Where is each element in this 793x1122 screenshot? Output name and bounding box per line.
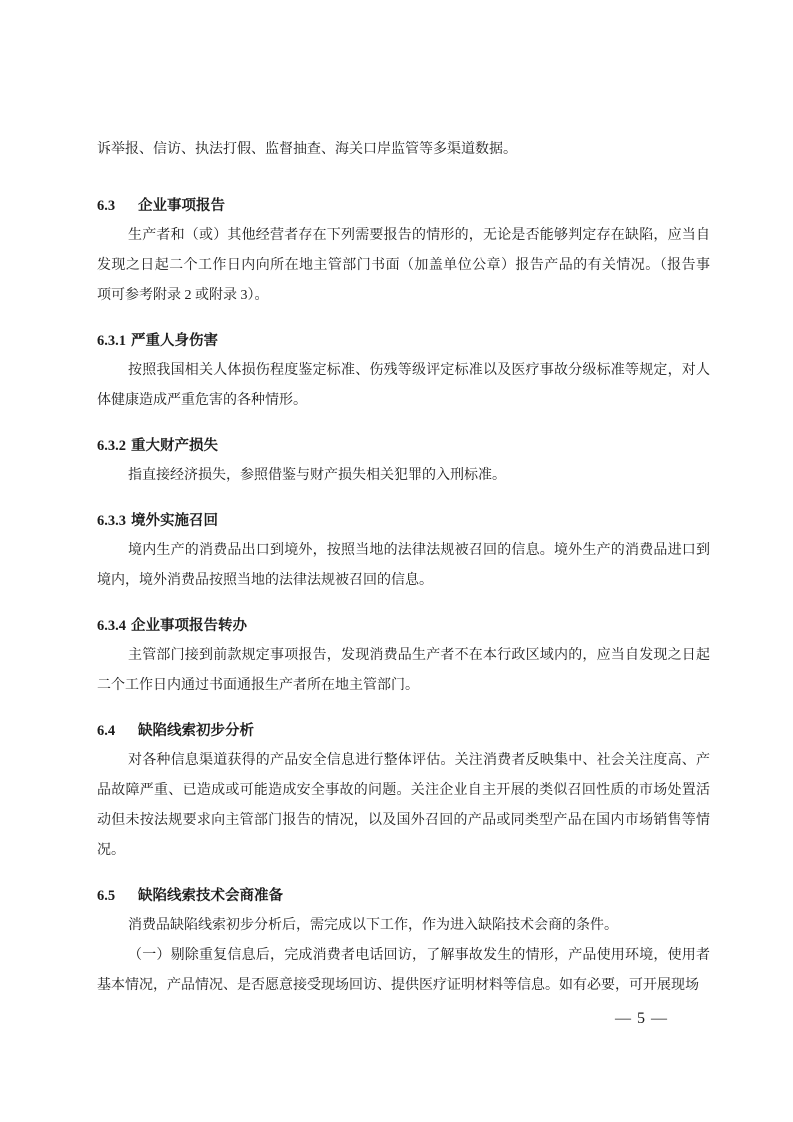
section-number: 6.3.4 xyxy=(97,618,126,634)
section-6-3-paragraph xyxy=(97,221,710,311)
section-6-3-heading xyxy=(97,191,710,221)
continuation-paragraph xyxy=(97,135,710,165)
text-line: 对各种信息渠道获得的产品安全信息进行整体评估。关注消费者反映集中、社会关注度高、产 xyxy=(128,753,710,768)
text-line: （一）剔除重复信息后，完成消费者电话回访，了解事故发生的情形，产品使用环境，使用者 xyxy=(128,948,710,963)
section-6-4-paragraph xyxy=(97,746,710,866)
section-title: 缺陷线索初步分析 xyxy=(138,723,254,739)
section-number: 6.5 xyxy=(97,888,116,904)
page-number: — 5 — xyxy=(615,1010,668,1027)
text-line: 况。 xyxy=(97,843,125,858)
section-title: 企业事项报告转办 xyxy=(131,618,247,634)
section-title: 缺陷线索技术会商准备 xyxy=(138,888,283,904)
section-6-5-paragraph-1 xyxy=(97,911,710,941)
text-line: 按照我国相关人体损伤程度鉴定标准、伤残等级评定标准以及医疗事故分级标准等规定，对人 xyxy=(128,363,710,378)
section-title: 境外实施召回 xyxy=(131,513,218,529)
text-line: 动但未按法规要求向主管部门报告的情况，以及国外召回的产品或同类型产品在国内市场销售等情 xyxy=(97,813,710,828)
section-number: 6.3.3 xyxy=(97,513,126,529)
section-6-5-heading xyxy=(97,881,710,911)
section-6-3-4-paragraph xyxy=(97,641,710,701)
section-6-4-heading xyxy=(97,716,710,746)
text-line: 项可参考附录 2 或附录 3）。 xyxy=(97,288,269,303)
text-line: 发现之日起二个工作日内向所在地主管部门书面（加盖单位公章）报告产品的有关情况。（报告事 xyxy=(97,258,710,273)
text-line: 境内，境外消费品按照当地的法律法规被召回的信息。 xyxy=(97,573,433,588)
section-title: 企业事项报告 xyxy=(138,198,225,214)
text-line: 指直接经济损失，参照借鉴与财产损失相关犯罪的入刑标准。 xyxy=(128,468,506,483)
text-line: 主管部门接到前款规定事项报告，发现消费品生产者不在本行政区域内的，应当自发现之日起 xyxy=(128,648,710,663)
section-6-3-4-heading xyxy=(97,611,710,641)
section-number: 6.4 xyxy=(97,723,116,739)
section-6-3-3-heading xyxy=(97,506,710,536)
section-6-5-paragraph-2 xyxy=(97,941,710,1001)
page-content xyxy=(97,135,710,1001)
section-title: 重大财产损失 xyxy=(131,438,218,454)
section-6-3-2-heading xyxy=(97,431,710,461)
section-number: 6.3 xyxy=(97,198,116,214)
text-line: 二个工作日内通过书面通报生产者所在地主管部门。 xyxy=(97,678,419,693)
section-6-3-2-paragraph xyxy=(97,461,710,491)
text-line: 体健康造成严重危害的各种情形。 xyxy=(97,393,307,408)
section-number: 6.3.2 xyxy=(97,438,126,454)
text-line: 诉举报、信访、执法打假、监督抽查、海关口岸监管等多渠道数据。 xyxy=(97,142,517,157)
text-line: 生产者和（或）其他经营者存在下列需要报告的情形的，无论是否能够判定存在缺陷，应当自 xyxy=(128,228,710,243)
section-6-3-1-heading xyxy=(97,326,710,356)
text-line: 境内生产的消费品出口到境外，按照当地的法律法规被召回的信息。境外生产的消费品进口到 xyxy=(128,543,710,558)
text-line: 品故障严重、已造成或可能造成安全事故的问题。关注企业自主开展的类似召回性质的市场处置活 xyxy=(97,783,710,798)
section-6-3-1-paragraph xyxy=(97,356,710,416)
section-number: 6.3.1 xyxy=(97,333,126,349)
text-line: 消费品缺陷线索初步分析后，需完成以下工作，作为进入缺陷技术会商的条件。 xyxy=(128,918,618,933)
section-6-3-3-paragraph xyxy=(97,536,710,596)
section-title: 严重人身伤害 xyxy=(131,333,218,349)
text-line: 基本情况，产品情况、是否愿意接受现场回访、提供医疗证明材料等信息。如有必要，可开展现场 xyxy=(97,978,699,993)
